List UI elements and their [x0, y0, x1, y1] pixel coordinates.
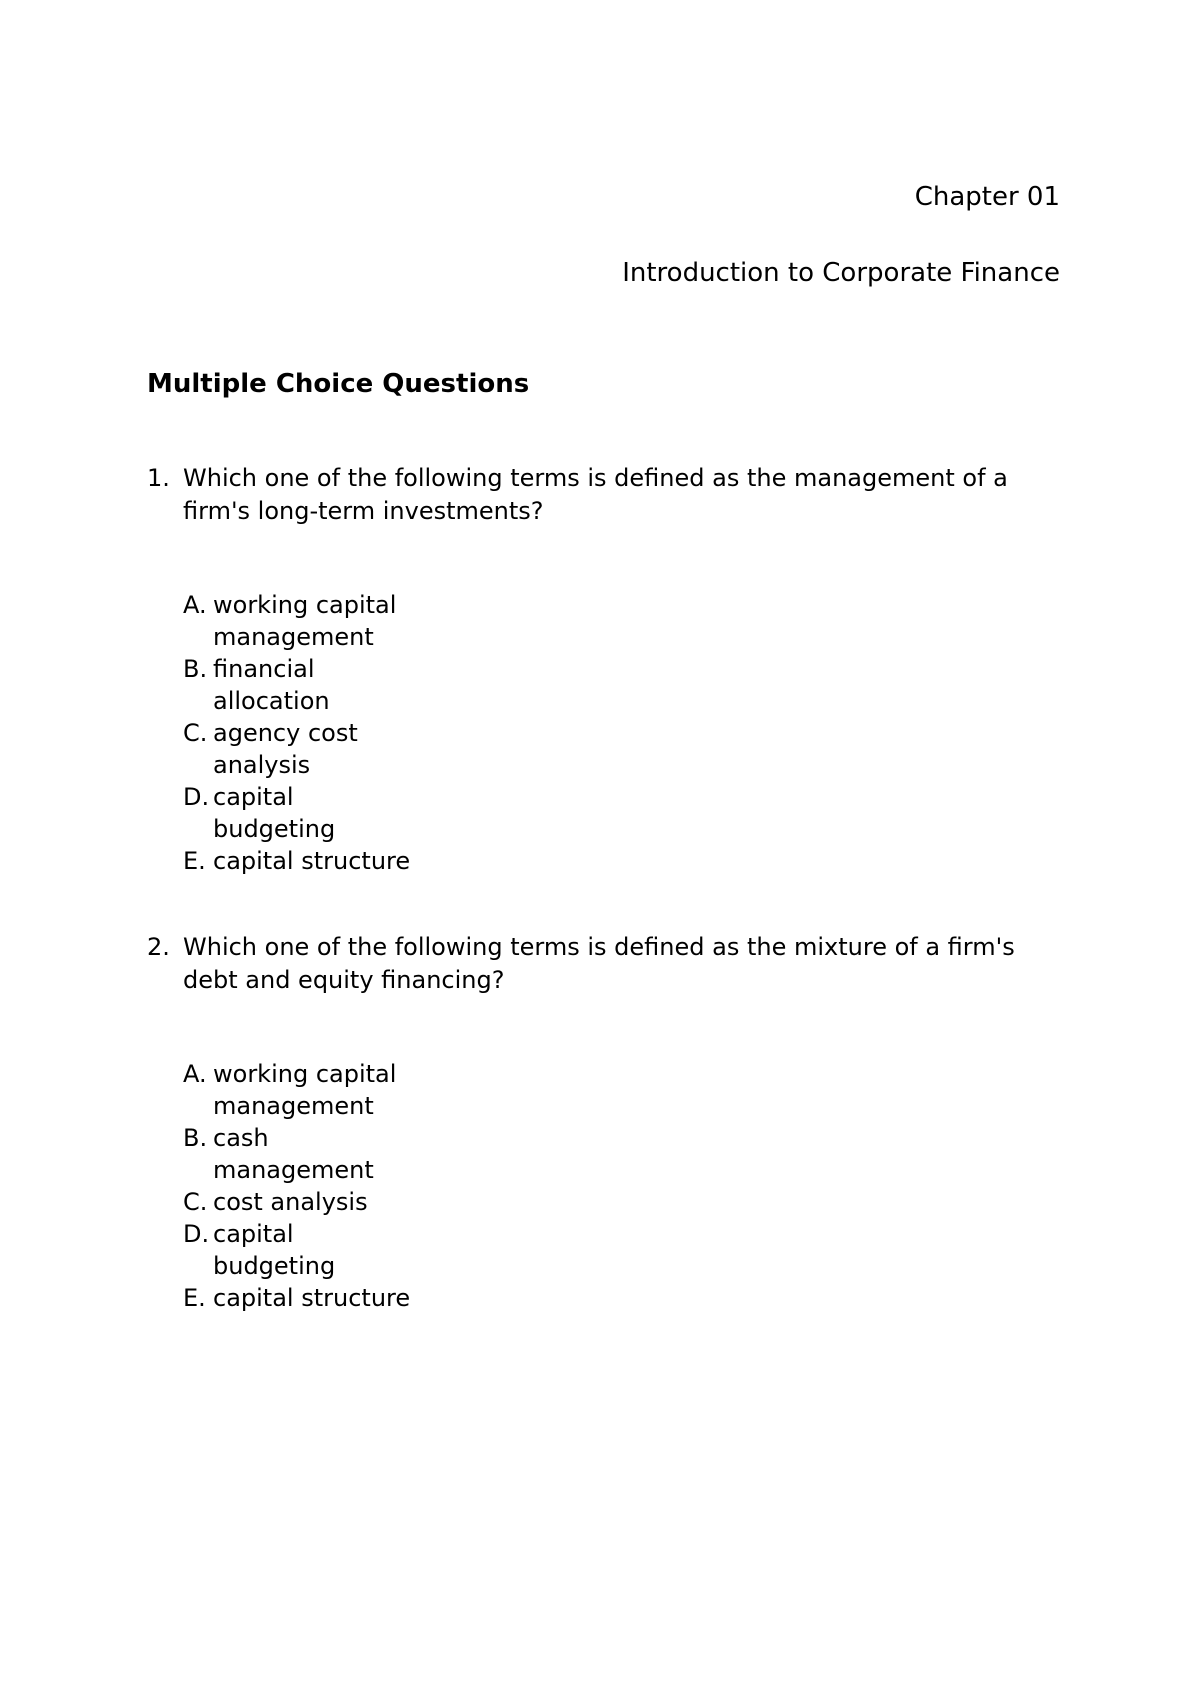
question-text: Which one of the following terms is defined as the mixture of a firm's debt and equity financing? — [183, 933, 1015, 994]
answer-option-e — [183, 845, 433, 877]
chapter-label: Chapter 01 — [914, 182, 1060, 212]
option-text: capital structure — [213, 1284, 411, 1312]
option-letter: C. — [183, 1188, 208, 1216]
option-text: working capital management — [213, 1060, 397, 1120]
option-text: cash management — [213, 1124, 374, 1184]
option-text: agency cost analysis — [213, 719, 358, 779]
option-letter: A. — [183, 1060, 207, 1088]
option-letter: B. — [183, 1124, 208, 1152]
question-number: 2. — [147, 933, 170, 961]
option-letter: D. — [183, 783, 210, 811]
section-heading: Multiple Choice Questions — [147, 369, 530, 399]
answer-option-b — [183, 653, 433, 717]
option-letter: E. — [183, 847, 206, 875]
option-letter: D. — [183, 1220, 210, 1248]
answer-option-b — [183, 1122, 433, 1186]
option-text: working capital management — [213, 591, 397, 651]
option-text: capital budgeting — [213, 783, 336, 843]
answer-option-a — [183, 1058, 433, 1122]
option-letter: C. — [183, 719, 208, 747]
option-letter: A. — [183, 591, 207, 619]
answer-options — [183, 589, 1047, 877]
question-number: 1. — [147, 464, 170, 492]
option-text: capital budgeting — [213, 1220, 336, 1280]
answer-option-e — [183, 1282, 433, 1314]
answer-option-a — [183, 589, 433, 653]
question-2 — [147, 931, 1047, 1314]
answer-option-c — [183, 717, 433, 781]
answer-option-c — [183, 1186, 433, 1218]
chapter-title: Introduction to Corporate Finance — [622, 258, 1060, 288]
answer-option-d — [183, 781, 433, 845]
option-text: cost analysis — [213, 1188, 368, 1216]
option-text: capital structure — [213, 847, 411, 875]
question-text: Which one of the following terms is defined as the management of a firm's long-term investments? — [183, 464, 1008, 525]
answer-options — [183, 1058, 1047, 1314]
option-letter: E. — [183, 1284, 206, 1312]
option-text: financial allocation — [213, 655, 330, 715]
question-1 — [147, 462, 1047, 877]
answer-option-d — [183, 1218, 433, 1282]
option-letter: B. — [183, 655, 208, 683]
